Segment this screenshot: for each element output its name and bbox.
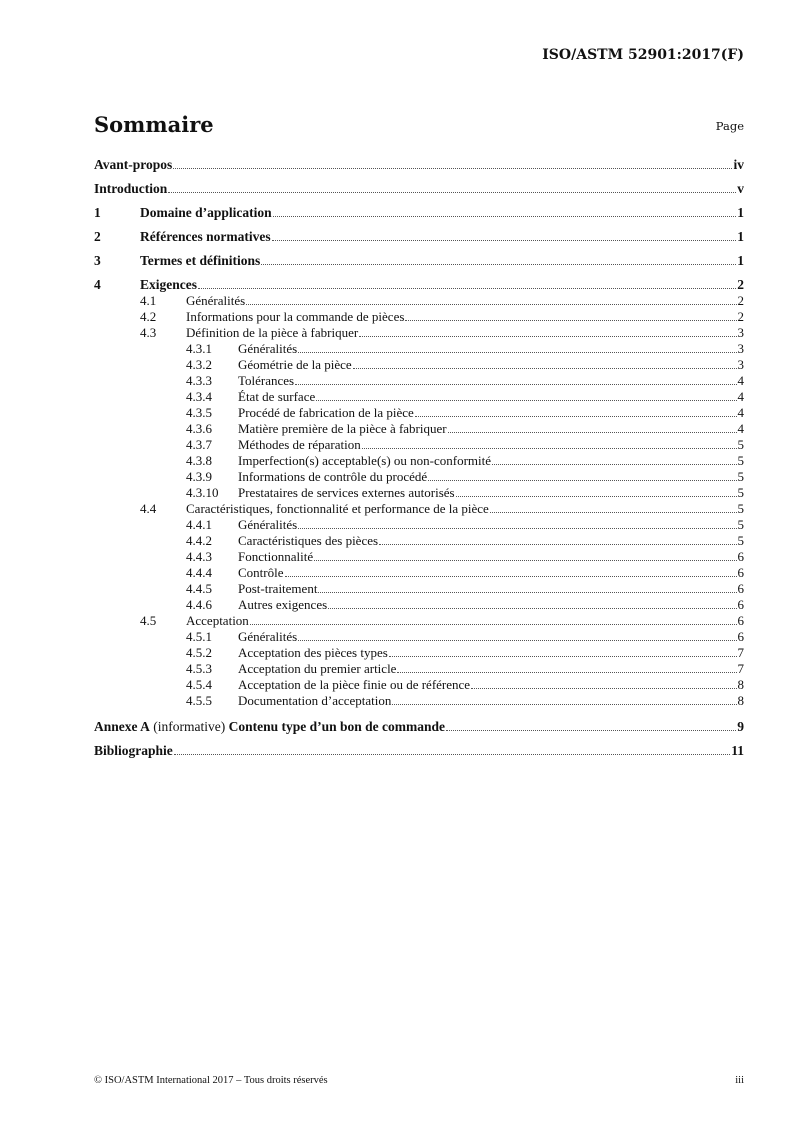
toc-entry[interactable]	[186, 437, 744, 452]
toc-entry-page: 6	[737, 629, 744, 644]
toc-entry-label: Généralités	[186, 293, 246, 308]
toc-entry-label	[94, 719, 445, 734]
toc-entry-number: 4.3.8	[186, 453, 212, 468]
toc-entry-number: 4.4	[140, 501, 157, 516]
dot-leader	[328, 607, 736, 609]
dot-leader	[448, 431, 737, 433]
toc-entry-label: Caractéristiques, fonctionnalité et performance de la pièce	[186, 501, 489, 516]
dot-leader	[273, 215, 737, 217]
toc-entry-page: 6	[737, 597, 744, 612]
toc-entry-number: 4.5.1	[186, 629, 212, 644]
toc-entry-page: 5	[737, 485, 744, 500]
toc-entry-label: Acceptation de la pièce finie ou de référence	[238, 677, 471, 692]
toc-entry-page: 4	[737, 373, 744, 388]
toc-entry[interactable]	[186, 389, 744, 404]
toc-entry-number: 4	[94, 277, 101, 292]
toc-entry[interactable]	[140, 293, 744, 308]
toc-entry[interactable]	[186, 421, 744, 436]
dot-leader	[272, 239, 737, 241]
toc-entry[interactable]	[94, 157, 744, 172]
toc-entry-number: 4.3.10	[186, 485, 219, 500]
toc-entry-page: 2	[737, 277, 744, 292]
toc-entry-number: 4.3.1	[186, 341, 212, 356]
toc-entry-page: 9	[737, 719, 744, 734]
page-column-label: Page	[715, 119, 744, 133]
toc-entry-label: Imperfection(s) acceptable(s) ou non-conformité	[238, 453, 492, 468]
dot-leader	[318, 591, 736, 593]
toc-entry-label: Avant-propos	[94, 157, 173, 172]
toc-entry-number: 4.5.3	[186, 661, 212, 676]
toc-entry-page: 3	[737, 341, 744, 356]
toc-entry-page: 4	[737, 405, 744, 420]
document-id: ISO/ASTM 52901:2017(F)	[542, 47, 744, 63]
toc-entry-page: 4	[737, 421, 744, 436]
toc-entry-label: Bibliographie	[94, 743, 173, 758]
toc-entry-page: 4	[737, 389, 744, 404]
dot-leader	[298, 639, 736, 641]
toc-entry-page: 3	[737, 325, 744, 340]
toc-entry[interactable]	[140, 309, 744, 324]
toc-entry-label: Contrôle	[238, 565, 284, 580]
toc-entry-label: Documentation d’acceptation	[238, 693, 392, 708]
toc-entry-label: Références normatives	[140, 229, 271, 244]
toc-entry-number: 4.5.2	[186, 645, 212, 660]
toc-entry-page: 1	[737, 253, 744, 268]
toc-entry-number: 4.5.4	[186, 677, 212, 692]
dot-leader	[261, 263, 736, 265]
toc-entry-label-prefix: Annexe A	[94, 719, 150, 734]
toc-entry-page: 6	[737, 549, 744, 564]
toc-entry-number: 4.3.2	[186, 357, 212, 372]
dot-leader	[389, 655, 737, 657]
toc-entry-label: Acceptation du premier article	[238, 661, 397, 676]
dot-leader	[490, 511, 737, 513]
toc-entry-label: Tolérances	[238, 373, 295, 388]
toc-entry-page: v	[737, 181, 744, 196]
toc-entry-label: Géométrie de la pièce	[238, 357, 352, 372]
toc-entry[interactable]	[94, 253, 744, 268]
toc-entry[interactable]	[94, 277, 744, 292]
toc-entry-number: 4.3.4	[186, 389, 212, 404]
dot-leader	[397, 671, 736, 673]
toc-entry[interactable]	[140, 501, 744, 516]
toc-entry-number: 4.4.3	[186, 549, 212, 564]
toc-entry-label: Informations pour la commande de pièces	[186, 309, 405, 324]
toc-entry-page: 5	[737, 469, 744, 484]
toc-entry-label-main: Contenu type d’un bon de commande	[228, 719, 446, 734]
toc-entry[interactable]	[186, 469, 744, 484]
toc-entry-label: Domaine d’application	[140, 205, 272, 220]
toc-entry-number: 4.3.6	[186, 421, 212, 436]
toc-entry-number: 4.4.2	[186, 533, 212, 548]
toc-entry-label: Définition de la pièce à fabriquer	[186, 325, 359, 340]
dot-leader	[359, 335, 736, 337]
toc-entry-label: Exigences	[140, 277, 197, 292]
toc-entry[interactable]	[186, 533, 744, 548]
footer-page-number: iii	[735, 1075, 744, 1086]
toc-entry-page: 1	[737, 229, 744, 244]
toc-entry[interactable]	[186, 373, 744, 388]
toc-entry[interactable]	[94, 719, 744, 734]
toc-entry-label: État de surface	[238, 389, 316, 404]
dot-leader	[405, 319, 736, 321]
dot-leader	[198, 287, 736, 289]
toc-entry-label: Généralités	[238, 629, 298, 644]
dot-leader	[492, 463, 736, 465]
toc-entry-number: 4.5.5	[186, 693, 212, 708]
toc-entry[interactable]	[94, 229, 744, 244]
toc-entry-page: 5	[737, 437, 744, 452]
toc-entry[interactable]	[186, 485, 744, 500]
toc-entry[interactable]	[186, 517, 744, 532]
dot-leader	[428, 479, 736, 481]
toc-entry-number: 4.2	[140, 309, 157, 324]
toc-entry[interactable]	[186, 693, 744, 708]
dot-leader	[415, 415, 737, 417]
toc-entry-label: Matière première de la pièce à fabriquer	[238, 421, 447, 436]
dot-leader	[314, 559, 736, 561]
toc-entry-page: 6	[737, 613, 744, 628]
dot-leader	[298, 351, 736, 353]
toc-entry-page: 6	[737, 565, 744, 580]
toc-entry[interactable]	[186, 357, 744, 372]
toc-entry-number: 1	[94, 205, 101, 220]
toc-entry[interactable]	[186, 341, 744, 356]
toc-entry-number: 4.1	[140, 293, 157, 308]
dot-leader	[168, 191, 736, 193]
toc-entry-page: 5	[737, 517, 744, 532]
toc-entry-number: 4.4.5	[186, 581, 212, 596]
toc-entry-label: Termes et définitions	[140, 253, 261, 268]
dot-leader	[174, 753, 730, 755]
toc-entry-number: 4.3.7	[186, 437, 212, 452]
toc-entry-label: Méthodes de réparation	[238, 437, 361, 452]
dot-leader	[392, 703, 736, 705]
toc-entry-number: 3	[94, 253, 101, 268]
toc-entry-number: 4.3.3	[186, 373, 212, 388]
toc-entry-label: Généralités	[238, 341, 298, 356]
dot-leader	[246, 303, 736, 305]
toc-entry-number: 4.3.9	[186, 469, 212, 484]
toc-entry-label: Procédé de fabrication de la pièce	[238, 405, 414, 420]
dot-leader	[362, 447, 737, 449]
toc-entry-label: Informations de contrôle du procédé	[238, 469, 428, 484]
toc-entry[interactable]	[186, 597, 744, 612]
toc-entry-label: Fonctionnalité	[238, 549, 314, 564]
toc-entry-label: Caractéristiques des pièces	[238, 533, 379, 548]
toc-entry-page: 7	[737, 661, 744, 676]
dot-leader	[353, 367, 737, 369]
toc-entry-page: 7	[737, 645, 744, 660]
toc-entry-number: 2	[94, 229, 101, 244]
toc-entry-page: 8	[737, 693, 744, 708]
toc-entry-page: 3	[737, 357, 744, 372]
toc-entry-label-note: (informative)	[149, 719, 229, 734]
toc-entry-label: Acceptation des pièces types	[238, 645, 388, 660]
dot-leader	[285, 575, 737, 577]
toc-entry-number: 4.4.4	[186, 565, 212, 580]
dot-leader	[295, 383, 736, 385]
dot-leader	[173, 167, 732, 169]
toc-entry-page: 1	[737, 205, 744, 220]
toc-entry-number: 4.4.1	[186, 517, 212, 532]
toc-entry-label: Autres exigences	[238, 597, 328, 612]
toc-entry[interactable]	[94, 181, 744, 196]
toc-title: Sommaire	[94, 112, 214, 137]
toc-entry[interactable]	[186, 581, 744, 596]
toc-entry[interactable]	[186, 453, 744, 468]
toc-entry[interactable]	[186, 661, 744, 676]
dot-leader	[456, 495, 737, 497]
dot-leader	[250, 623, 737, 625]
toc-entry-page: 8	[737, 677, 744, 692]
toc-entry[interactable]	[186, 677, 744, 692]
toc-entry[interactable]	[186, 645, 744, 660]
toc-entry-label: Introduction	[94, 181, 168, 196]
dot-leader	[316, 399, 736, 401]
toc-entry-page: 5	[737, 501, 744, 516]
toc-entry-label: Post-traitement	[238, 581, 318, 596]
footer-copyright: © ISO/ASTM International 2017 – Tous droits réservés	[94, 1075, 328, 1086]
toc-entry-page: 2	[737, 309, 744, 324]
toc-entry-page: 6	[737, 581, 744, 596]
toc-entry-page: 5	[737, 533, 744, 548]
toc-entry-number: 4.5	[140, 613, 157, 628]
toc-entry[interactable]	[186, 549, 744, 564]
dot-leader	[379, 543, 736, 545]
toc-entry-label: Acceptation	[186, 613, 249, 628]
dot-leader	[298, 527, 736, 529]
toc-entry[interactable]	[186, 405, 744, 420]
toc-entry-number: 4.3	[140, 325, 157, 340]
toc-entry[interactable]	[94, 743, 744, 758]
toc-entry[interactable]	[94, 205, 744, 220]
toc-entry[interactable]	[140, 325, 744, 340]
toc-entry-page: iv	[733, 157, 744, 172]
toc-entry-label: Prestataires de services externes autorisés	[238, 485, 455, 500]
toc-entry[interactable]	[186, 629, 744, 644]
toc-entry-page: 11	[731, 743, 744, 758]
dot-leader	[471, 687, 736, 689]
toc-entry[interactable]	[186, 565, 744, 580]
toc-entry[interactable]	[140, 613, 744, 628]
toc-entry-number: 4.4.6	[186, 597, 212, 612]
toc-entry-number: 4.3.5	[186, 405, 212, 420]
toc-entry-page: 5	[737, 453, 744, 468]
toc-entry-page: 2	[737, 293, 744, 308]
toc-entry-label: Généralités	[238, 517, 298, 532]
dot-leader	[446, 729, 736, 731]
